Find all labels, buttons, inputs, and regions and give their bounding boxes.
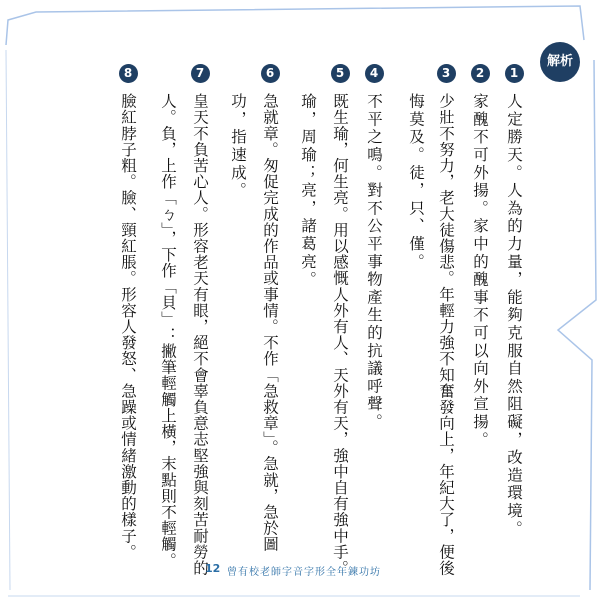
entry-7-continuation: [154, 93, 182, 568]
entry-2: [466, 64, 494, 449]
entry-3: [432, 64, 460, 576]
page-footer: [0, 562, 600, 582]
entry-5-continuation: [294, 93, 322, 289]
entry-5-line-2: 瑜，周瑜；亮，諸葛亮。: [299, 93, 317, 289]
entry-6-continuation: [224, 93, 252, 200]
entry-8: [114, 64, 142, 560]
entry-4: [360, 64, 388, 431]
entry-7-line-1: 皇天不負苦心人。形容老天有眼，絕不會辜負意志堅強與刻苦耐勞的: [191, 93, 209, 576]
entry-5-line-1: 既生瑜，何生亮。用以感慨人外有人、天外有天，強中自有強中手。: [331, 93, 349, 576]
number-badge-6: 6: [261, 64, 280, 83]
entry-7-line-2: 人。負，上作「ㄅ」，下作「貝」：撇筆輕觸上橫，末點則不輕觸。: [159, 93, 177, 569]
entry-1: [500, 64, 528, 538]
entry-6: [256, 64, 284, 552]
entry-1-line-1: 人定勝天。人為的力量，能夠克服自然阻礙，改造環境。: [505, 93, 523, 538]
entry-2-line-1: 家醜不可外揚。家中的醜事不可以向外宣揚。: [471, 93, 489, 449]
number-badge-4: 4: [365, 64, 384, 83]
number-badge-2: 2: [471, 64, 490, 83]
number-badge-1: 1: [505, 64, 524, 83]
badge-label: 解析: [546, 54, 573, 70]
entry-3-line-1: 少壯不努力，老大徒傷悲。年輕力強不知奮發向上，年紀大了，便後: [437, 93, 455, 576]
entry-5: [326, 64, 354, 576]
page-number: 12: [205, 562, 221, 575]
analysis-badge: [540, 42, 580, 82]
entry-6-line-1: 急就章。匆促完成的作品或事情。不作「急救章」。急就，急於圖: [261, 93, 279, 553]
number-badge-5: 5: [331, 64, 350, 83]
entry-8-line-1: 臉紅脖子粗。臉、頸紅脹。形容人發怒、急躁或情緒激動的樣子。: [119, 93, 137, 560]
number-badge-7: 7: [191, 64, 210, 83]
book-title: 曾有校老師字音字形全年鍊功坊: [227, 567, 381, 578]
entry-6-line-2: 功，指速成。: [229, 93, 247, 200]
number-badge-8: 8: [119, 64, 138, 83]
entry-3-line-2: 悔莫及。徒，只、僅。: [407, 93, 425, 271]
number-badge-3: 3: [437, 64, 456, 83]
entry-3-continuation: [402, 93, 430, 271]
entry-7: [186, 64, 214, 576]
entry-4-line-1: 不平之鳴。對不公平事物產生的抗議呼聲。: [365, 93, 383, 432]
